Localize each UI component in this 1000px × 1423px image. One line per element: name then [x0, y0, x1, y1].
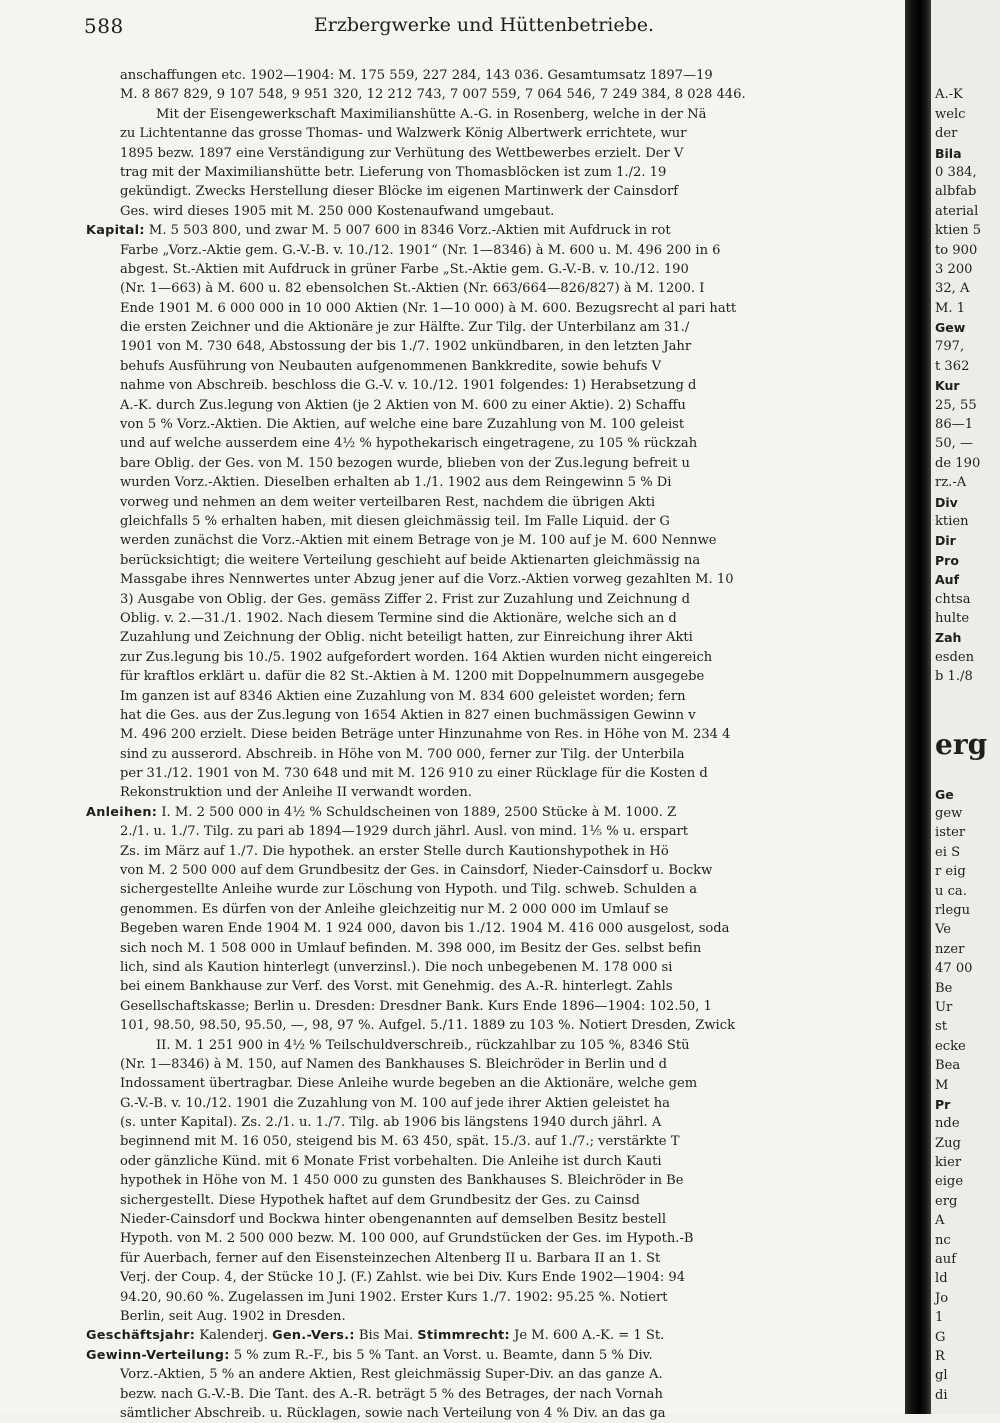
text-line: Zs. im März auf 1./7. Die hypothek. an erster Stelle durch Kautionshypothek in Hö: [120, 843, 669, 859]
facing-page-line: erg: [935, 1193, 958, 1209]
text-line: II. M. 1 251 900 in 4½ % Teilschuldverschreib., rückzahlbar zu 105 %, 8346 Stü: [156, 1037, 690, 1053]
facing-page-line: M. 1: [935, 300, 966, 316]
text-line: zu Lichtentanne das grosse Thomas- und Walzwerk König Albertwerk errichtete, wur: [120, 126, 687, 142]
facing-page-line: b 1./8: [935, 669, 973, 685]
text-line: anschaffungen etc. 1902—1904: M. 175 559, 227 284, 143 036. Gesamtumsatz 1897—19: [120, 68, 713, 83]
text-line: 1895 bezw. 1897 eine Verständigung zur Verhütung des Wettbewerbes erzielt. Der V: [120, 145, 684, 161]
section-text: Je M. 600 A.-K. = 1 St.: [509, 1328, 665, 1344]
text-line: Mit der Eisengewerkschaft Maximilianshütte A.-G. in Rosenberg, welche in der Nä: [156, 106, 707, 122]
text-line: 101, 98.50, 98.50, 95.50, —, 98, 97 %. Aufgel. 5./11. 1889 zu 103 %. Notiert Dresden, Zwick: [120, 1018, 735, 1034]
facing-page-line: gew: [935, 806, 963, 822]
text-line: Rekonstruktion und der Anleihe II verwandt worden.: [120, 785, 472, 801]
facing-page-line: 0 384,: [935, 164, 977, 180]
section-text: Bis Mai.: [354, 1328, 418, 1344]
text-line: bare Oblig. der Ges. von M. 150 bezogen wurde, blieben von der Zus.legung befreit u: [120, 455, 690, 471]
facing-page-line: welc: [935, 106, 966, 122]
facing-page-line: kier: [935, 1155, 962, 1171]
text-line: Berlin, seit Aug. 1902 in Dresden.: [120, 1309, 346, 1324]
facing-page-line: aterial: [935, 203, 979, 219]
text-line: bei einem Bankhause zur Verf. des Vorst. mit Genehmig. des A.-R. hinterlegt. Zahls: [120, 979, 673, 995]
facing-page-line: Auf: [935, 572, 960, 588]
text-line: G.-V.-B. v. 10./12. 1901 die Zuzahlung von M. 100 auf jede ihrer Aktien geleistet ha: [120, 1095, 670, 1111]
facing-page-line: Pr: [935, 1096, 951, 1112]
text-line: 1901 von M. 730 648, Abstossung der bis 1./7. 1902 unkündbaren, in den letzten Jahr: [120, 339, 692, 355]
section-heading: Gewinn-Verteilung:: [86, 1347, 230, 1363]
facing-page-line: eige: [935, 1174, 964, 1190]
section-text: M. 5 503 800, und zwar M. 5 007 600 in 8346 Vorz.-Aktien mit Aufdruck in rot: [144, 223, 671, 239]
facing-page-line: st: [935, 1019, 947, 1035]
text-line: sich noch M. 1 508 000 in Umlauf befinden. M. 398 000, im Besitz der Ges. selbst befin: [120, 940, 702, 956]
section-heading: Gen.-Vers.:: [272, 1328, 355, 1344]
text-line: für kraftlos erklärt u. dafür die 82 St.-Aktien à M. 1200 mit Doppelnummern ausgegebe: [120, 669, 705, 685]
text-line: Hypoth. von M. 2 500 000 bezw. M. 100 000, auf Grundstücken der Ges. im Hypoth.-B: [120, 1231, 694, 1247]
facing-page-line: [931, 66, 1000, 85]
facing-page-line: A.-K: [935, 87, 963, 103]
facing-page-line: Bila: [935, 145, 962, 161]
facing-page-line: gl: [935, 1368, 948, 1384]
text-line: (s. unter Kapital). Zs. 2./1. u. 1./7. Tilg. ab 1906 bis längstens 1940 durch jährl. A: [120, 1115, 662, 1131]
text-line: vorweg und nehmen an dem weiter verteilbaren Rest, nachdem die übrigen Akti: [120, 494, 656, 510]
text-line: [86, 803, 886, 822]
facing-page-line: 50, —: [935, 436, 974, 452]
facing-page-line: Be: [935, 980, 953, 996]
text-line: sichergestellte Anleihe wurde zur Löschung von Hypoth. und Tilg. schweb. Schulden a: [120, 882, 698, 898]
text-line: nahme von Abschreib. beschloss die G.-V. v. 10./12. 1901 folgendes: 1) Herabsetzung d: [120, 378, 697, 394]
text-line: Nieder-Cainsdorf und Bockwa hinter obengenannten auf demselben Besitz bestell: [120, 1212, 667, 1228]
text-line: Vorz.-Aktien, 5 % an andere Aktien, Rest gleichmässig Super-Div. an das ganze A.: [120, 1367, 663, 1383]
facing-page-line: Zah: [935, 630, 962, 646]
text-line: trag mit der Maximilianshütte betr. Lieferung von Thomasblöcken ist zum 1./2. 19: [120, 164, 667, 180]
facing-page-line: [931, 687, 1000, 706]
facing-page-line: ktien 5: [935, 223, 982, 239]
facing-page-line: Kur: [935, 378, 960, 394]
facing-page-line: 25, 55: [935, 397, 977, 413]
section-text: I. M. 2 500 000 in 4½ % Schuldscheinen von 1889, 2500 Stücke à M. 1000. Z: [157, 804, 677, 820]
facing-page-line: Ur: [935, 999, 953, 1015]
section-heading: Geschäftsjahr:: [86, 1328, 196, 1344]
facing-page-line: 1: [935, 1310, 944, 1326]
text-line: Gesellschaftskasse; Berlin u. Dresden: Dresdner Bank. Kurs Ende 1896—1904: 102.50, 1: [120, 998, 712, 1014]
text-line: A.-K. durch Zus.legung von Aktien (je 2 Aktien von M. 600 zu einer Aktie). 2) Schaffu: [120, 397, 686, 413]
facing-page-line: ister: [935, 825, 966, 841]
facing-page-line: di: [935, 1387, 948, 1403]
text-line: (Nr. 1—8346) à M. 150, auf Namen des Bankhauses S. Bleichröder in Berlin und d: [120, 1056, 668, 1072]
book-gutter: [905, 0, 931, 1414]
text-line: (Nr. 1—663) à M. 600 u. 82 ebensolchen St.-Aktien (Nr. 663/664—826/827) à M. 1200. I: [120, 281, 705, 297]
section-text: Kalenderj.: [195, 1328, 273, 1344]
facing-page-line: ld: [935, 1271, 948, 1287]
facing-page-line: rz.-A: [935, 475, 967, 491]
facing-page-line: ktien: [935, 513, 969, 529]
facing-page-line: r eig: [935, 864, 966, 880]
text-line: Begeben waren Ende 1904 M. 1 924 000, davon bis 1./12. 1904 M. 416 000 ausgelost, soda: [120, 921, 730, 937]
text-line: hypothek in Höhe von M. 1 450 000 zu gunsten des Bankhauses S. Bleichröder in Be: [120, 1173, 684, 1189]
text-line: M. 8 867 829, 9 107 548, 9 951 320, 12 212 743, 7 007 559, 7 064 546, 7 249 384, 8 028 446.: [120, 87, 746, 103]
text-line: Massgabe ihres Nennwertes unter Abzug jener auf die Vorz.-Aktien vorweg gezahlten M. 10: [120, 572, 734, 588]
facing-page-line: Dir: [935, 533, 956, 549]
text-line: Ges. wird dieses 1905 mit M. 250 000 Kostenaufwand umgebaut.: [120, 203, 555, 219]
text-line: von M. 2 500 000 auf dem Grundbesitz der Ges. in Cainsdorf, Nieder-Cainsdorf u. Bockw: [120, 863, 713, 879]
text-line: genommen. Es dürfen von der Anleihe gleichzeitig nur M. 2 000 000 im Umlauf se: [120, 901, 669, 917]
facing-page-line: nc: [935, 1232, 951, 1248]
facing-page-line: Pro: [935, 552, 959, 568]
facing-page-line: chtsa: [935, 591, 971, 607]
facing-page-line: [931, 765, 1000, 784]
text-line: sichergestellt. Diese Hypothek haftet auf dem Grundbesitz der Ges. zu Cainsd: [120, 1192, 640, 1208]
facing-page-line: auf: [935, 1252, 957, 1268]
text-line: Verj. der Coup. 4, der Stücke 10 J. (F.) Zahlst. wie bei Div. Kurs Ende 1902—1904: 94: [120, 1270, 686, 1286]
text-line: die ersten Zeichner und die Aktionäre je zur Hälfte. Zur Tilg. der Unterbilanz am 31./: [120, 320, 690, 336]
section-heading: Kapital:: [86, 223, 145, 239]
text-line: [86, 1326, 886, 1345]
text-line: zur Zus.legung bis 10./5. 1902 aufgefordert worden. 164 Aktien wurden nicht eingereich: [120, 649, 713, 665]
facing-page-heading: erg: [935, 728, 988, 762]
section-heading: Stimmrecht:: [417, 1328, 510, 1344]
facing-page-line: esden: [935, 649, 975, 665]
text-line: 2./1. u. 1./7. Tilg. zu pari ab 1894—1929 durch jährl. Ausl. von mind. 1⅕ % u. erspart: [120, 824, 689, 840]
running-title: Erzbergwerke und Hüttenbetriebe.: [313, 14, 655, 36]
facing-page-line: Bea: [935, 1058, 961, 1074]
facing-page-line: [931, 706, 1000, 725]
running-head: [84, 14, 884, 44]
facing-page-line: A: [935, 1213, 945, 1229]
company-entry-text: [86, 66, 886, 1423]
facing-page-line: Ge: [935, 786, 954, 802]
facing-page-line: hulte: [935, 610, 970, 626]
facing-page-line: Div: [935, 494, 958, 510]
facing-page-line: u ca.: [935, 883, 967, 899]
facing-page-line: 3 200: [935, 261, 973, 277]
section-text: 5 % zum R.-F., bis 5 % Tant. an Vorst. u. Beamte, dann 5 % Div.: [229, 1347, 653, 1363]
facing-page-line: der: [935, 126, 958, 142]
facing-page-line: ecke: [935, 1038, 966, 1054]
facing-page-line: 86—1: [935, 417, 974, 433]
facing-page-line: nde: [935, 1116, 960, 1132]
text-line: [86, 1346, 886, 1365]
text-line: hat die Ges. aus der Zus.legung von 1654 Aktien in 827 einen buchmässigen Gewinn v: [120, 707, 696, 723]
facing-page-line: Jo: [935, 1290, 949, 1306]
text-line: sind zu ausserord. Abschreib. in Höhe von M. 700 000, ferner zur Tilg. der Unterbila: [120, 746, 685, 762]
page-number: 588: [84, 14, 124, 38]
text-line: Zuzahlung und Zeichnung der Oblig. nicht beteiligt hatten, zur Einreichung ihrer Akti: [120, 630, 693, 646]
text-line: M. 496 200 erzielt. Diese beiden Beträge unter Hinzunahme von Res. in Höhe von M. 234 4: [120, 727, 731, 743]
facing-page-line: M: [935, 1077, 949, 1093]
text-line: gekündigt. Zwecks Herstellung dieser Blöcke im eigenen Martinwerk der Cainsdorf: [120, 184, 679, 200]
text-line: Oblig. v. 2.—31./1. 1902. Nach diesem Termine sind die Aktionäre, welche sich an d: [120, 610, 677, 626]
facing-page-line: Ve: [935, 922, 952, 938]
text-line: beginnend mit M. 16 050, steigend bis M. 63 450, spät. 15./3. auf 1./7.; verstärkte T: [120, 1134, 680, 1150]
facing-page-line: rlegu: [935, 903, 971, 919]
facing-page-line: nzer: [935, 941, 965, 957]
facing-page-line: 797,: [935, 339, 965, 355]
text-line: behufs Ausführung von Neubauten aufgenommenen Bankkredite, sowie behufs V: [120, 358, 662, 374]
facing-page-text: [931, 66, 1000, 1405]
text-line: für Auerbach, ferner auf den Eisensteinzechen Altenberg II u. Barbara II an 1. St: [120, 1250, 661, 1266]
text-line: und auf welche ausserdem eine 4½ % hypothekarisch eingetragene, zu 105 % rückzah: [120, 436, 698, 452]
facing-page-line: 32, A: [935, 281, 970, 297]
text-line: oder gänzliche Künd. mit 6 Monate Frist vorbehalten. Die Anleihe ist durch Kauti: [120, 1153, 662, 1169]
text-line: wurden Vorz.-Aktien. Dieselben erhalten ab 1./1. 1902 aus dem Reingewinn 5 % Di: [120, 475, 672, 491]
text-line: per 31./12. 1901 von M. 730 648 und mit M. 126 910 zu einer Rücklage für die Kosten d: [120, 766, 708, 782]
text-line: berücksichtigt; die weitere Verteilung geschieht auf beide Aktienarten gleichmässig na: [120, 552, 701, 568]
text-line: von 5 % Vorz.-Aktien. Die Aktien, auf welche eine bare Zuzahlung von M. 100 geleist: [120, 417, 685, 433]
text-line: lich, sind als Kaution hinterlegt (unverzinsl.). Die noch unbegebenen M. 178 000 si: [120, 959, 673, 975]
facing-page-line: Zug: [935, 1135, 961, 1151]
facing-page-line: ei S: [935, 844, 961, 860]
facing-page-line: Gew: [935, 320, 966, 336]
facing-page-line: 47 00: [935, 961, 973, 977]
text-line: Indossament übertragbar. Diese Anleihe wurde begeben an die Aktionäre, welche gem: [120, 1076, 698, 1092]
text-line: Ende 1901 M. 6 000 000 in 10 000 Aktien (Nr. 1—10 000) à M. 600. Bezugsrecht al pari hatt: [120, 300, 737, 316]
text-line: Im ganzen ist auf 8346 Aktien eine Zuzahlung von M. 834 600 geleistet worden; fern: [120, 688, 686, 704]
facing-page-line: R: [935, 1349, 945, 1364]
text-line: gleichfalls 5 % erhalten haben, mit diesen gleichmässig teil. Im Falle Liquid. der G: [120, 513, 670, 529]
text-line: 94.20, 90.60 %. Zugelassen im Juni 1902. Erster Kurs 1./7. 1902: 95.25 %. Notiert: [120, 1289, 668, 1305]
section-heading: Anleihen:: [86, 804, 158, 820]
text-line: 3) Ausgabe von Oblig. der Ges. gemäss Ziffer 2. Frist zur Zuzahlung und Zeichnung d: [120, 591, 691, 607]
facing-page-line: t 362: [935, 358, 970, 374]
text-line: werden zunächst die Vorz.-Aktien mit einem Betrage von je M. 100 auf je M. 600 Nennwe: [120, 533, 717, 549]
text-line: sämtlicher Abschreib. u. Rücklagen, sowie nach Verteilung von 4 % Div. an das ga: [120, 1405, 666, 1421]
facing-page-line: to 900: [935, 242, 978, 258]
text-line: [86, 221, 886, 240]
text-line: abgest. St.-Aktien mit Aufdruck in grüner Farbe „St.-Aktie gem. G.-V.-B. v. 10./12. 190: [120, 261, 689, 277]
facing-page-line: de 190: [935, 455, 981, 471]
facing-page-line: G: [935, 1329, 946, 1345]
facing-page-line: albfab: [935, 184, 977, 200]
text-line: bezw. nach G.-V.-B. Die Tant. des A.-R. beträgt 5 % des Betrages, der nach Vornah: [120, 1386, 663, 1402]
text-line: Farbe „Vorz.-Aktie gem. G.-V.-B. v. 10./12. 1901“ (Nr. 1—8346) à M. 600 u. M. 496 200 in 6: [120, 242, 721, 258]
